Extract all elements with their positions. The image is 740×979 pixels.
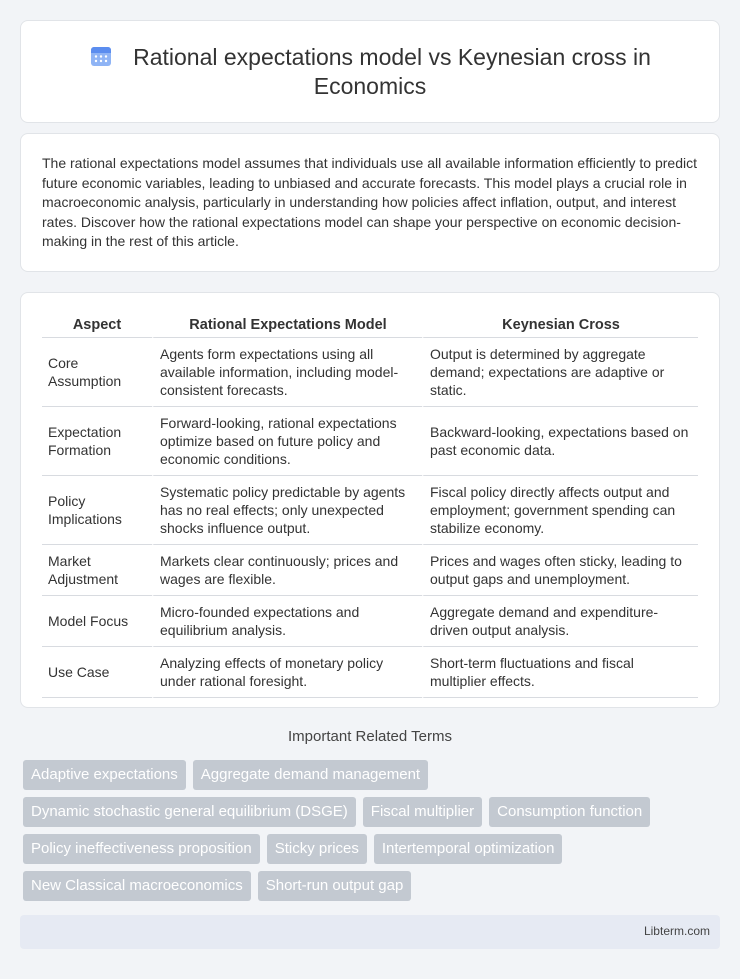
table-cell-rational: Analyzing effects of monetary policy under rational foresight.	[152, 647, 422, 698]
header-keynesian-cross: Keynesian Cross	[422, 314, 698, 338]
header-card	[20, 20, 720, 123]
page-title-wrap	[21, 43, 719, 101]
table-row	[42, 338, 698, 407]
table-cell-keynesian: Short-term fluctuations and fiscal multiplier effects.	[422, 647, 698, 698]
related-term-tag[interactable]: Sticky prices	[267, 834, 367, 864]
page-title: Rational expectations model vs Keynesian cross in Economics	[133, 44, 651, 99]
related-term-tag[interactable]: Dynamic stochastic general equilibrium (DSGE)	[23, 797, 356, 827]
intro-paragraph: The rational expectations model assumes that individuals use all available information efficiently to predict future economic variables, leading to unbiased and accurate forecasts. This model plays a crucial role in macroeconomic analysis, particularly in understanding how policies affect inflation, output, and interest rates. Discover how the rational expectations model can shape your perspective on economic decision-making in the rest of this article.	[42, 155, 697, 249]
table-header-row	[42, 314, 698, 338]
tag-row	[23, 797, 703, 827]
calendar-icon	[89, 44, 113, 68]
table-row	[42, 545, 698, 596]
table-cell-aspect: Market Adjustment	[42, 545, 152, 596]
table-cell-keynesian: Output is determined by aggregate demand; expectations are adaptive or static.	[422, 338, 698, 407]
related-term-tag[interactable]: Adaptive expectations	[23, 760, 186, 790]
footer-site-link[interactable]: Libterm.com	[643, 924, 710, 938]
related-term-tag[interactable]: Consumption function	[489, 797, 650, 827]
comparison-card	[20, 292, 720, 708]
comparison-table	[42, 314, 698, 698]
footer-bar	[20, 915, 720, 949]
table-cell-keynesian: Aggregate demand and expenditure-driven output analysis.	[422, 596, 698, 647]
table-row	[42, 407, 698, 476]
header-rational-expectations: Rational Expectations Model	[152, 314, 422, 338]
related-term-tag[interactable]: Short-run output gap	[258, 871, 412, 901]
table-cell-aspect: Policy Implications	[42, 476, 152, 545]
tag-row	[23, 871, 703, 901]
related-terms-heading: Important Related Terms	[288, 728, 452, 745]
table-row	[42, 647, 698, 698]
table-cell-rational: Forward-looking, rational expectations optimize based on future policy and economic conditions.	[152, 407, 422, 476]
header-aspect: Aspect	[42, 314, 152, 338]
related-term-tag[interactable]: Fiscal multiplier	[363, 797, 482, 827]
tag-row	[23, 834, 703, 864]
intro-card	[20, 133, 720, 272]
related-term-tag[interactable]: New Classical macroeconomics	[23, 871, 251, 901]
table-cell-keynesian: Prices and wages often sticky, leading to output gaps and unemployment.	[422, 545, 698, 596]
table-cell-aspect: Model Focus	[42, 596, 152, 647]
related-term-tag[interactable]: Policy ineffectiveness proposition	[23, 834, 260, 864]
related-term-tag[interactable]: Aggregate demand management	[193, 760, 428, 790]
table-cell-aspect: Use Case	[42, 647, 152, 698]
table-cell-rational: Markets clear continuously; prices and wages are flexible.	[152, 545, 422, 596]
table-cell-rational: Systematic policy predictable by agents has no real effects; only unexpected shocks influence output.	[152, 476, 422, 545]
table-row	[42, 476, 698, 545]
table-cell-rational: Micro-founded expectations and equilibrium analysis.	[152, 596, 422, 647]
table-row	[42, 596, 698, 647]
table-cell-keynesian: Backward-looking, expectations based on past economic data.	[422, 407, 698, 476]
related-term-tag[interactable]: Intertemporal optimization	[374, 834, 563, 864]
table-cell-keynesian: Fiscal policy directly affects output and employment; government spending can stabilize economy.	[422, 476, 698, 545]
table-cell-rational: Agents form expectations using all available information, including model-consistent forecasts.	[152, 338, 422, 407]
table-cell-aspect: Core Assumption	[42, 338, 152, 407]
related-terms-list	[23, 760, 703, 908]
tag-row	[23, 760, 703, 790]
table-cell-aspect: Expectation Formation	[42, 407, 152, 476]
